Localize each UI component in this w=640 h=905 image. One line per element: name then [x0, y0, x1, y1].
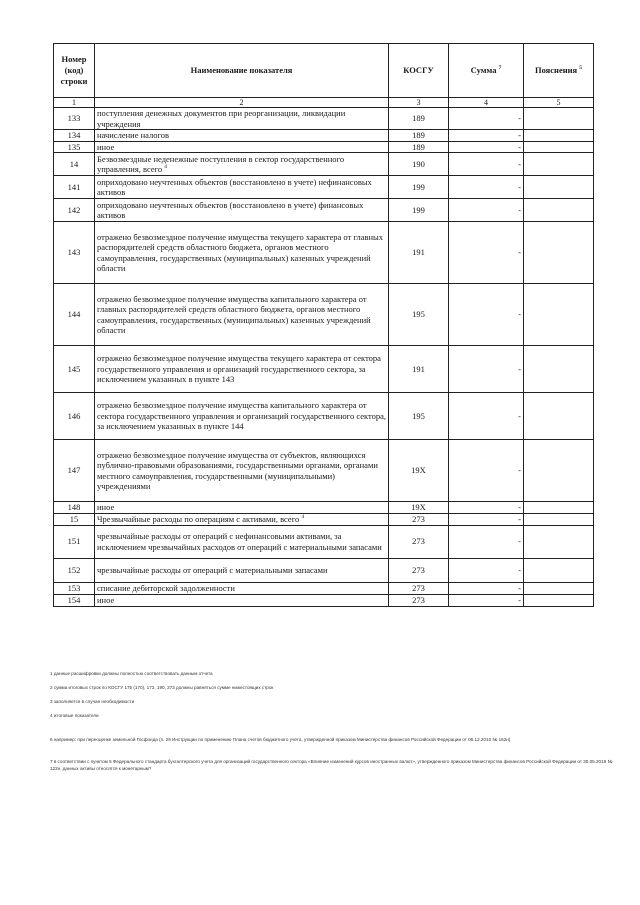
kosgu-code-text: 199 [412, 181, 425, 192]
row-code-text: 152 [67, 564, 81, 575]
kosgu-code-text: 273 [412, 564, 425, 575]
table-row [54, 222, 594, 284]
row-code [54, 513, 95, 525]
footnote-text: 4 итоговые показатели [50, 713, 99, 718]
row-code [54, 108, 95, 130]
sum-value [449, 222, 524, 284]
explanation-cell [524, 284, 594, 346]
footnote-text: 7 в соответствии с пунктом 5 Федерального стандарта бухгалтерского учета для организаций государственного сектора «Влияние изменений курсов иностранных валют», утвержденного приказом Министерства финансов Российской Федерации от 30.05.2018 № 122н, данных активы относятся к монетарным? [50, 759, 613, 771]
row-code-text: 147 [67, 465, 81, 476]
indicator-name-text: оприходовано неучтенных объектов (восстановлено в учете) нефинансовых активов [97, 176, 372, 197]
indicator-name [95, 284, 389, 346]
sum-value-text: - [518, 181, 521, 192]
row-code [54, 199, 95, 222]
indicator-name-text: Чрезвычайные расходы по операциям с активами, всего [97, 513, 300, 524]
sum-value [449, 594, 524, 606]
row-code-text: 151 [67, 536, 81, 547]
indicator-name-text: отражено безвозмездное получение имущества капитального характера от главных распорядителей средств областного бюджета, органов местного самоуправления, государственных (муниципальных) казенных учреждений области [97, 293, 371, 335]
indicator-name-text: отражено безвозмездное получение имущества от субъектов, являющихся публично-правовыми образованиями, государственными органами, органами местного самоуправления, государственными (муниципальными) учреждениями [97, 449, 378, 491]
header-sum: Сумма $^7$ [449, 44, 524, 98]
header-indicator-name: Наименование показателя [95, 44, 389, 98]
table-row [54, 502, 594, 514]
indicator-name-text: чрезвычайные расходы от операций с нефинансовыми активами, за исключением чрезвычайных расходов от операций с материальными запасами [97, 531, 382, 552]
sum-value-text: - [518, 582, 521, 593]
row-code [54, 153, 95, 176]
explanation-cell [524, 594, 594, 606]
indicator-name [95, 130, 389, 142]
kosgu-code-text: 199 [412, 204, 425, 215]
kosgu-code [389, 525, 449, 558]
row-code [54, 440, 95, 502]
row-code-text: 133 [67, 113, 81, 124]
indicator-name [95, 153, 389, 176]
indicator-name [95, 346, 389, 393]
row-code [54, 141, 95, 153]
row-code-text: 144 [67, 309, 81, 320]
table-row [54, 525, 594, 558]
kosgu-code-text: 273 [412, 513, 425, 524]
sum-value [449, 141, 524, 153]
explanation-cell [524, 222, 594, 284]
explanation-cell [524, 440, 594, 502]
explanation-cell [524, 513, 594, 525]
explanation-cell [524, 176, 594, 199]
explanation-cell [524, 502, 594, 514]
indicator-name [95, 222, 389, 284]
kosgu-code-text: 190 [412, 158, 425, 169]
sum-value [449, 284, 524, 346]
sum-value-text: - [518, 113, 521, 124]
table-row [54, 176, 594, 199]
kosgu-code-text: 273 [412, 582, 425, 593]
header-kosgu: КОСГУ [389, 44, 449, 98]
expense-breakdown-table [53, 43, 594, 607]
kosgu-code [389, 582, 449, 594]
sum-value [449, 346, 524, 393]
column-index: 2 [95, 98, 389, 108]
sum-value [449, 525, 524, 558]
header-row-code: Номер (код) строки [54, 44, 95, 98]
indicator-name-text: чрезвычайные расходы от операций с материальными запасами [97, 564, 328, 575]
indicator-name-text: начисление налогов [97, 130, 170, 140]
sum-value-text: - [518, 130, 521, 140]
sum-value [449, 176, 524, 199]
table-row [54, 141, 594, 153]
row-code-text: 142 [67, 204, 81, 215]
kosgu-code-text: 191 [412, 247, 425, 258]
kosgu-code [389, 141, 449, 153]
sum-value-text: - [518, 536, 521, 547]
sum-value [449, 513, 524, 525]
kosgu-code [389, 440, 449, 502]
table-row [54, 153, 594, 176]
table-row [54, 440, 594, 502]
indicator-name [95, 525, 389, 558]
row-code-text: 148 [67, 502, 81, 512]
row-code-text: 15 [69, 513, 79, 524]
sum-value-text: - [518, 594, 521, 605]
sum-value [449, 108, 524, 130]
sum-value-text: - [518, 309, 521, 320]
row-code [54, 502, 95, 514]
table-row [54, 582, 594, 594]
indicator-name-text: иное [97, 141, 115, 152]
row-code [54, 346, 95, 393]
explanation-cell [524, 582, 594, 594]
column-index: 3 [389, 98, 449, 108]
row-code-text: 143 [67, 247, 81, 258]
table-row [54, 130, 594, 142]
row-code [54, 582, 95, 594]
table-row [54, 393, 594, 440]
sum-value [449, 582, 524, 594]
row-code [54, 284, 95, 346]
table-row [54, 558, 594, 582]
column-index: 1 [54, 98, 95, 108]
sum-value [449, 199, 524, 222]
table-header-row [54, 44, 594, 98]
indicator-name [95, 582, 389, 594]
kosgu-code [389, 199, 449, 222]
column-index-row [54, 98, 594, 108]
kosgu-code-text: 195 [412, 410, 425, 421]
explanation-cell [524, 393, 594, 440]
indicator-name-text: Безвозмездные неденежные поступления в сектор государственного управления, всего [97, 153, 345, 174]
sum-value-text: - [518, 502, 521, 512]
kosgu-code [389, 176, 449, 199]
indicator-name [95, 558, 389, 582]
explanation-cell [524, 130, 594, 142]
row-code [54, 393, 95, 440]
footnote-text: 6 например: при переоценке земельной Госфонда (п. 29 Инструкции по применению Плана счетов бюджетного учета, утвержденной приказом Министерства финансов Российской Федерации от 06.12.2010 № 162н) [50, 737, 511, 742]
sum-value [449, 502, 524, 514]
kosgu-code [389, 513, 449, 525]
indicator-name-text: иное [97, 502, 115, 512]
row-code [54, 176, 95, 199]
kosgu-code [389, 130, 449, 142]
explanation-cell [524, 346, 594, 393]
kosgu-code [389, 393, 449, 440]
footnote-ref: 4 [301, 513, 305, 520]
kosgu-code [389, 346, 449, 393]
sum-value-text: - [518, 204, 521, 215]
kosgu-code-text: 19Х [411, 465, 426, 476]
indicator-name [95, 199, 389, 222]
row-code [54, 525, 95, 558]
row-code [54, 130, 95, 142]
indicator-name [95, 141, 389, 153]
kosgu-code-text: 195 [412, 309, 425, 320]
sum-value [449, 153, 524, 176]
kosgu-code [389, 222, 449, 284]
footnote-text: 3 заполняется в случае необходимости [50, 699, 135, 704]
sum-value [449, 440, 524, 502]
table-row [54, 284, 594, 346]
table-body [54, 108, 594, 607]
row-code [54, 222, 95, 284]
footnote-text: 2 сумма итоговых строк по КОСГУ 175 (170), 173, 190, 273 должны равняться сумме нижестоящих строк [50, 685, 274, 690]
row-code-text: 146 [67, 410, 81, 421]
indicator-name-text: оприходовано неучтенных объектов (восстановлено в учете) финансовых активов [97, 199, 364, 220]
column-index: 4 [449, 98, 524, 108]
row-code-text: 141 [67, 181, 81, 192]
indicator-name-text: отражено безвозмездное получение имущества текущего характера от главных распорядителей средств областного бюджета, органов местного самоуправления, государственных (муниципальных) казенных учреждений области [97, 231, 383, 273]
kosgu-code [389, 108, 449, 130]
indicator-name-text: списание дебиторской задолженности [97, 582, 235, 593]
indicator-name-text: иное [97, 594, 115, 605]
row-code [54, 594, 95, 606]
kosgu-code-text: 191 [412, 363, 425, 374]
kosgu-code [389, 153, 449, 176]
indicator-name [95, 513, 389, 525]
row-code-text: 154 [67, 594, 81, 605]
kosgu-code-text: 273 [412, 594, 425, 605]
footnote-ref: 4 [164, 164, 168, 171]
indicator-name [95, 502, 389, 514]
table-row [54, 199, 594, 222]
indicator-name [95, 108, 389, 130]
indicator-name-text: поступления денежных документов при реорганизации, ликвидации учреждения [97, 108, 346, 129]
explanation-cell [524, 525, 594, 558]
kosgu-code-text: 189 [412, 130, 425, 140]
sum-value-text: - [518, 410, 521, 421]
explanation-cell [524, 141, 594, 153]
sum-value [449, 558, 524, 582]
table-row [54, 594, 594, 606]
kosgu-code-text: 273 [412, 536, 425, 547]
explanation-cell [524, 199, 594, 222]
kosgu-code [389, 284, 449, 346]
table-row [54, 346, 594, 393]
sum-value-text: - [518, 158, 521, 169]
table-row [54, 108, 594, 130]
indicator-name-text: отражено безвозмездное получение имущества текущего характера от сектора государственного управления и организаций государственного сектора, за исключением указанных в пункте 143 [97, 353, 381, 385]
kosgu-code [389, 594, 449, 606]
sum-value [449, 393, 524, 440]
indicator-name-text: отражено безвозмездное получение имущества капитального характера от сектора государственного управления и организаций государственного сектора, за исключением указанных в пункте 144 [97, 400, 386, 432]
kosgu-code [389, 502, 449, 514]
kosgu-code-text: 189 [412, 113, 425, 124]
sum-value-text: - [518, 465, 521, 476]
indicator-name [95, 594, 389, 606]
row-code-text: 135 [67, 141, 81, 152]
kosgu-code [389, 558, 449, 582]
explanation-cell [524, 558, 594, 582]
sum-value-text: - [518, 141, 521, 152]
sum-value-text: - [518, 247, 521, 258]
kosgu-code-text: 19Х [411, 502, 426, 512]
row-code [54, 558, 95, 582]
row-code-text: 153 [67, 582, 81, 593]
sum-value-text: - [518, 564, 521, 575]
row-code-text: 14 [69, 158, 79, 169]
footnote-text: 1 данные расшифровки должны полностью соответствовать данным отчета [50, 671, 213, 676]
table-row [54, 513, 594, 525]
explanation-cell [524, 108, 594, 130]
header-explanation: Пояснения $^5$ [524, 44, 594, 98]
row-code-text: 134 [67, 130, 81, 140]
column-index: 5 [524, 98, 594, 108]
indicator-name [95, 440, 389, 502]
indicator-name [95, 393, 389, 440]
sum-value [449, 130, 524, 142]
sum-value-text: - [518, 513, 521, 524]
row-code-text: 145 [67, 363, 81, 374]
kosgu-code-text: 189 [412, 141, 425, 152]
sum-value-text: - [518, 363, 521, 374]
explanation-cell [524, 153, 594, 176]
indicator-name [95, 176, 389, 199]
